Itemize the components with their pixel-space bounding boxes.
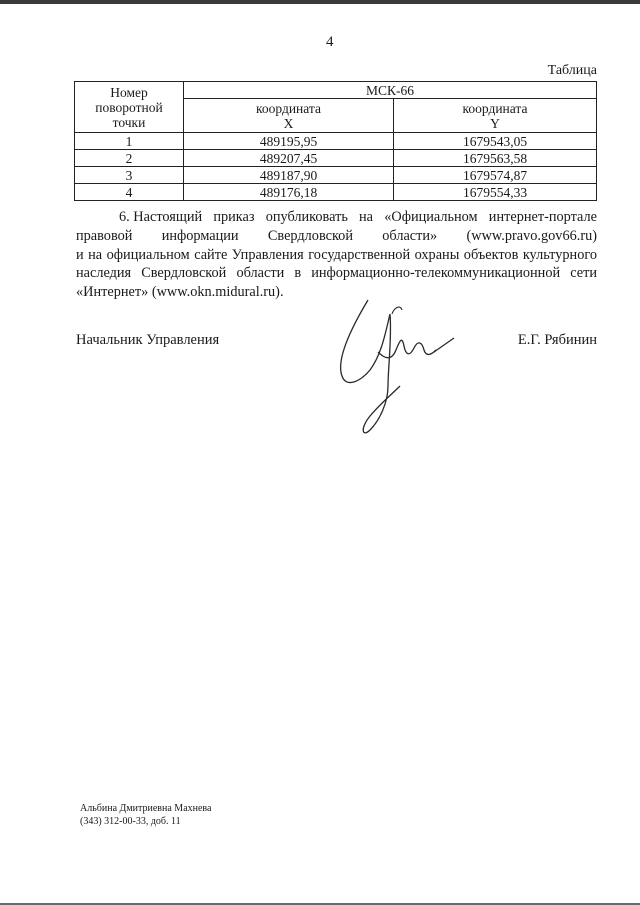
word: на: [359, 209, 374, 225]
header-y: [394, 99, 597, 133]
header-point-line: Номер: [110, 84, 148, 100]
executor-info: [80, 802, 211, 828]
word: Управления: [231, 246, 304, 263]
word: и: [76, 246, 84, 263]
table-row: [75, 167, 597, 184]
paragraph-line-4: [76, 264, 597, 283]
word: области»: [382, 227, 438, 244]
signatory-title: Начальник Управления: [76, 332, 220, 348]
word: области: [236, 265, 285, 282]
word: объектов: [463, 246, 519, 263]
word: государственной: [308, 246, 411, 263]
word: приказ: [213, 209, 255, 225]
word: правовой: [76, 227, 133, 244]
word: сети: [570, 265, 597, 282]
publication-paragraph: [76, 208, 597, 302]
word: наследия: [76, 265, 132, 282]
signatory-name: Е.Г. Рябинин: [517, 332, 597, 348]
word: «Официальном: [384, 209, 478, 225]
word: интернет-портале: [488, 209, 597, 225]
header-y-line: Y: [490, 115, 500, 131]
cell-y: 1679574,87: [394, 167, 597, 184]
cell-y: 1679543,05: [394, 133, 597, 150]
cell-point-number: 1: [75, 133, 184, 150]
cell-point-number: 2: [75, 150, 184, 167]
word: Свердловской: [267, 227, 353, 244]
executor-phone: (343) 312-00-33, доб. 11: [80, 816, 181, 827]
cell-x: 489187,90: [184, 167, 394, 184]
cell-x: 489176,18: [184, 184, 394, 201]
scan-top-edge: [0, 0, 640, 4]
executor-name: Альбина Дмитриевна Махнева: [80, 803, 212, 814]
word: официальном: [106, 246, 190, 263]
handwritten-signature: [330, 290, 460, 440]
header-x-line: X: [283, 115, 294, 131]
word: на: [88, 246, 103, 263]
cell-y: 1679563,58: [394, 150, 597, 167]
word: информации: [161, 227, 239, 244]
coordinates-table: [74, 81, 597, 201]
paragraph-line-3: [76, 246, 597, 265]
header-point-line: поворотной: [95, 99, 163, 115]
word: (www.pravo.gov66.ru): [466, 227, 597, 244]
header-x-line: координата: [256, 100, 321, 116]
word: Свердловской: [141, 265, 227, 282]
paragraph-line-5: «Интернет» (www.okn.midural.ru).: [76, 284, 284, 301]
paragraph-line-1: [76, 208, 597, 227]
header-point-number: [75, 82, 184, 133]
cell-y: 1679554,33: [394, 184, 597, 201]
word: культурного: [522, 246, 597, 263]
word: 6. Настоящий: [119, 209, 203, 225]
word: охраны: [414, 246, 460, 263]
cell-x: 489207,45: [184, 150, 394, 167]
word: сайте: [194, 246, 228, 263]
cell-point-number: 3: [75, 167, 184, 184]
header-y-line: координата: [462, 100, 528, 116]
cell-point-number: 4: [75, 184, 184, 201]
page-number: 4: [326, 34, 334, 50]
header-x: [184, 99, 394, 133]
word: в: [294, 265, 302, 282]
word: информационно-телекоммуникационной: [311, 265, 561, 282]
word: опубликовать: [265, 209, 348, 225]
header-coordinate-system: МСК-66: [184, 82, 597, 99]
table-row: [75, 150, 597, 167]
cell-x: 489195,95: [184, 133, 394, 150]
table-row: [75, 133, 597, 150]
table-row: [75, 184, 597, 201]
table-caption: Таблица: [547, 63, 597, 78]
header-point-line: точки: [112, 114, 146, 130]
paragraph-line-2: [76, 227, 597, 246]
